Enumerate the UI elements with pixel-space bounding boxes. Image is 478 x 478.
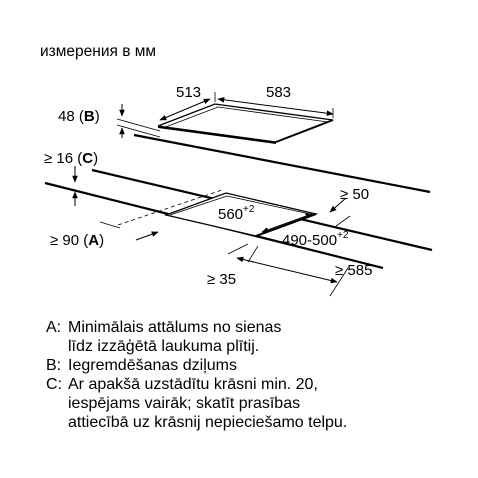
label-560	[218, 206, 254, 226]
legend-item-a	[46, 318, 347, 356]
label-48-value: 48	[58, 108, 75, 125]
label-16-value: ≥ 16	[44, 150, 74, 167]
legend-item-c	[46, 375, 347, 432]
legend-item-b	[46, 356, 347, 375]
label-35: ≥ 35	[207, 271, 237, 288]
label-90: ≥ 90 (A)	[50, 232, 105, 249]
legend-key-a: A:	[46, 319, 62, 336]
label-513: 513	[176, 84, 202, 101]
dimension-35	[248, 246, 258, 262]
dimension-90	[100, 222, 158, 240]
label-490-sup: +2	[337, 230, 349, 241]
legend-text-c: Ar apakšā uzstādītu krāsni min. 20, iespējams vairāk; skatīt prasības attiecībā uz krāsnij nepieciešamo telpu.	[68, 376, 348, 431]
legend-text-b: Iegremdēšanas dziļums	[68, 357, 237, 374]
legend	[46, 318, 347, 432]
label-16: ≥ 16 (C)	[44, 150, 99, 167]
label-583: 583	[266, 84, 292, 101]
units-caption: измерения в мм	[40, 43, 157, 60]
label-490	[282, 232, 348, 252]
label-16-key: C	[82, 150, 94, 167]
label-585: ≥ 585	[335, 262, 373, 279]
label-50: ≥ 50	[340, 186, 370, 203]
legend-key-c: C:	[46, 376, 63, 393]
dimension-48	[117, 104, 160, 138]
label-490-value: 490-500	[282, 232, 338, 249]
label-48: 48 (B)	[58, 108, 100, 125]
label-90-key: A	[88, 232, 100, 249]
legend-key-b: B:	[46, 357, 62, 374]
label-560-value: 560	[218, 206, 244, 223]
label-90-value: ≥ 90	[50, 232, 80, 249]
counter-edge-upper	[134, 135, 430, 192]
label-560-sup: +2	[243, 204, 255, 215]
label-48-key: B	[83, 108, 95, 125]
legend-text-a: Minimālais attālums no sienas līdz izzāģētā laukuma plītij.	[68, 319, 282, 355]
